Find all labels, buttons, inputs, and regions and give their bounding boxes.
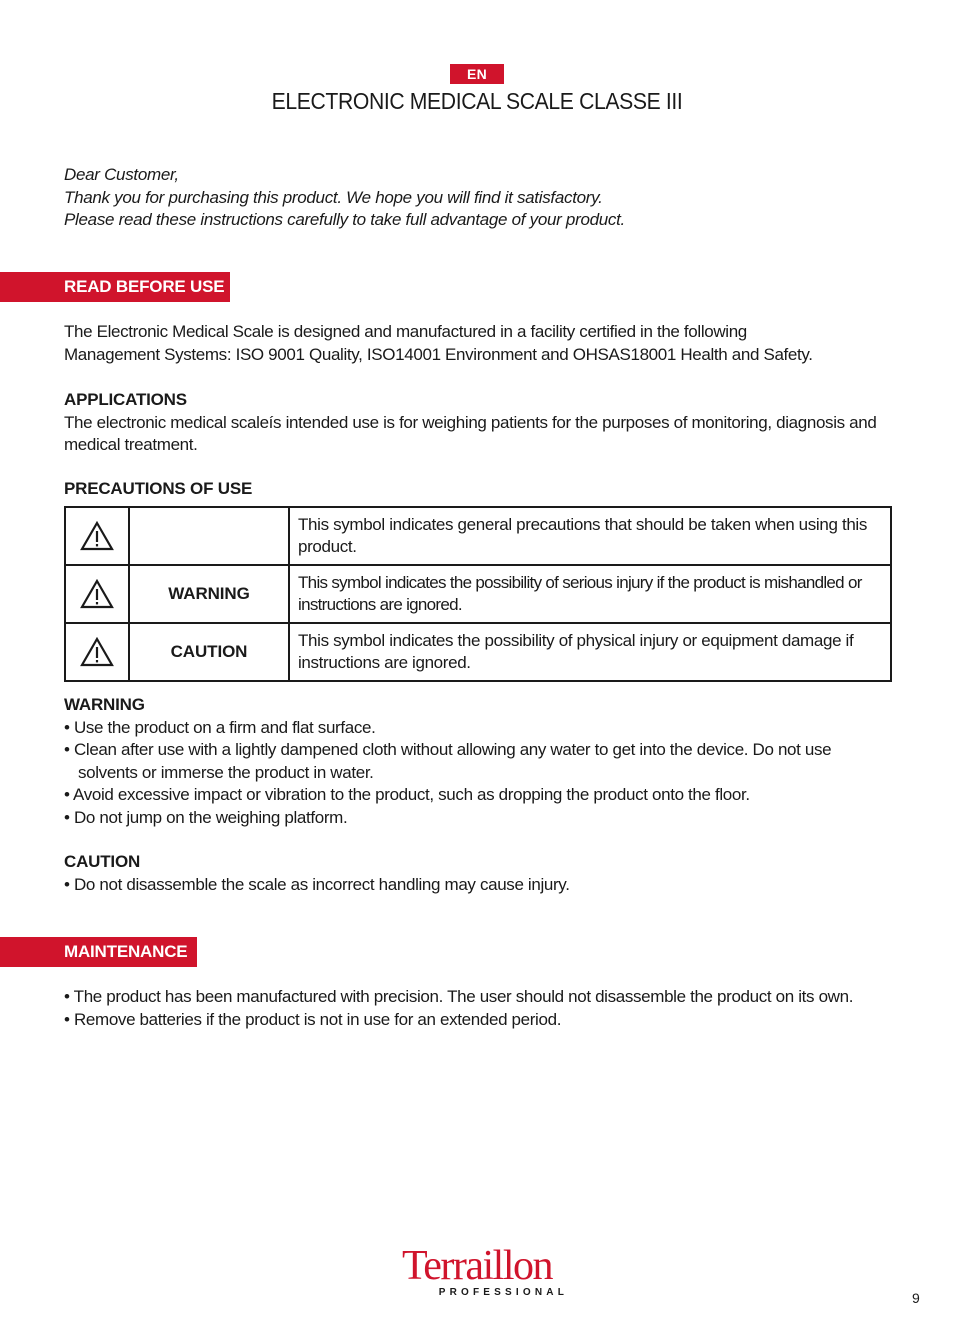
symbol-description: This symbol indicates general precautions that should be taken when using this product. xyxy=(289,507,891,565)
precautions-table xyxy=(64,506,892,682)
warning-heading: WARNING xyxy=(64,695,145,714)
table-row xyxy=(65,565,891,623)
symbol-description: This symbol indicates the possibility of physical injury or equipment damage if instructions are ignored. xyxy=(289,623,891,681)
list-item: solvents or immerse the product in water. xyxy=(78,762,374,782)
table-row xyxy=(65,507,891,565)
caution-block xyxy=(64,851,894,896)
list-item: • Avoid excessive impact or vibration to the product, such as dropping the product onto the floor. xyxy=(64,785,750,804)
warning-triangle-icon xyxy=(80,637,114,667)
list-item: • Clean after use with a lightly dampened cloth without allowing any water to get into the device. Do not use xyxy=(64,740,832,759)
page-title: ELECTRONIC MEDICAL SCALE CLASSE III xyxy=(271,88,683,114)
table-row xyxy=(65,623,891,681)
icon-cell xyxy=(65,507,129,565)
brand-subtitle: PROFESSIONAL xyxy=(438,1287,568,1298)
page-number: 9 xyxy=(912,1290,920,1306)
intro-line: Management Systems: ISO 9001 Quality, ISO14001 Environment and OHSAS18001 Health and Safety. xyxy=(64,344,813,364)
list-item: • Remove batteries if the product is not in use for an extended period. xyxy=(64,1009,562,1029)
section-maintenance: MAINTENANCE xyxy=(0,937,197,967)
symbol-label: WARNING xyxy=(129,565,289,623)
list-item: • Use the product on a firm and flat surface. xyxy=(64,717,376,737)
applications-heading: APPLICATIONS xyxy=(64,390,187,409)
greeting-line: Dear Customer, xyxy=(64,165,179,184)
warning-block xyxy=(64,694,894,829)
symbol-label xyxy=(129,507,289,565)
brand-logo xyxy=(386,1244,568,1298)
intro-paragraph xyxy=(64,321,894,366)
precautions-heading: PRECAUTIONS OF USE xyxy=(64,479,253,498)
greeting-line: Thank you for purchasing this product. We hope you will find it satisfactory. xyxy=(64,187,603,207)
symbol-label: CAUTION xyxy=(129,623,289,681)
warning-triangle-icon xyxy=(80,521,114,551)
intro-line: The Electronic Medical Scale is designed and manufactured in a facility certified in the following xyxy=(64,322,747,341)
maintenance-list xyxy=(64,986,894,1031)
caution-heading: CAUTION xyxy=(64,852,141,871)
greeting xyxy=(64,164,625,232)
section-read-before-use: READ BEFORE USE xyxy=(0,272,230,302)
warning-triangle-icon xyxy=(80,579,114,609)
icon-cell xyxy=(65,623,129,681)
list-item: • Do not disassemble the scale as incorrect handling may cause injury. xyxy=(64,874,570,894)
applications-text: The electronic medical scaleís intended use is for weighing patients for the purposes of monitoring, diagnosis and medical treatment. xyxy=(64,412,877,454)
greeting-line: Please read these instructions carefully to take full advantage of your product. xyxy=(64,210,625,229)
symbol-description: This symbol indicates the possibility of serious injury if the product is mishandled or instructions are ignored. xyxy=(289,565,891,623)
applications-block xyxy=(64,389,894,457)
icon-cell xyxy=(65,565,129,623)
brand-wordmark: Terraillon xyxy=(402,1243,552,1289)
language-badge: EN xyxy=(450,64,504,84)
list-item: • The product has been manufactured with precision. The user should not disassemble the product on its own. xyxy=(64,987,854,1006)
list-item: • Do not jump on the weighing platform. xyxy=(64,807,348,827)
